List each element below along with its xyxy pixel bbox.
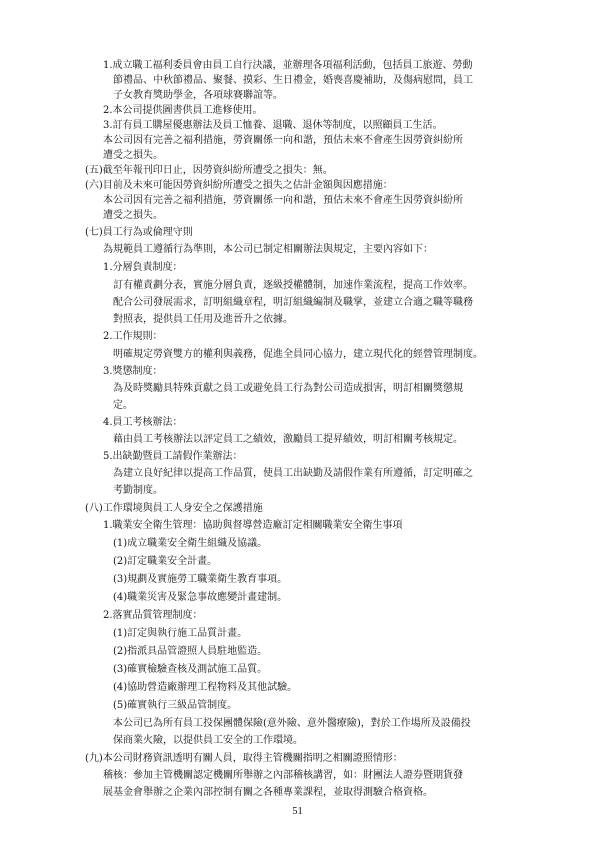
section-heading: (八)工作環境與員工人身安全之保護措施 (85, 503, 263, 514)
text-line: (2)指派具品管證照人員駐地監造。 (113, 646, 268, 657)
section-heading: (七)員工行為或倫理守則 (85, 227, 193, 238)
text-line: 5.出缺勤暨員工請假作業辦法： (103, 451, 243, 462)
section-heading: (五)截至年報刊印日止，因勞資糾紛所遭受之損失：無。 (85, 165, 333, 176)
text-line: 展基金會舉辦之企業內部控制有關之各種專業課程，並取得測驗合格資格。 (103, 787, 433, 798)
text-line: 考勤制度。 (113, 485, 163, 496)
text-line: 3.獎懲制度： (103, 366, 163, 377)
text-line: (4)協助營造廠辦理工程物料及其他試驗。 (113, 682, 298, 693)
text-line: 2.落實品質管理制度： (103, 610, 203, 621)
text-line: 本公司因有完善之福利措施，勞資關係一向和諧，預估未來不會產生因勞資糾紛所 (103, 195, 463, 206)
section-heading: (九)本公司財務資訊透明有關人員，取得主管機關指明之相關證照情形： (85, 753, 403, 764)
text-line: 1.成立職工福利委員會由員工自行決議，並辦理各項福利活動，包括員工旅遊、勞動 (103, 60, 473, 71)
text-line: (4)職業災害及緊急事故應變計畫建制。 (113, 592, 288, 603)
text-line: 配合公司發展需求，訂明組織章程，明訂組織編制及職掌，並建立合適之職等職務 (113, 297, 473, 308)
text-line: 本公司已為所有員工投保團體保險(意外險、意外醫療險)，對於工作場所及設備投 (113, 718, 471, 729)
text-line: 定。 (113, 400, 133, 411)
text-line: 節禮品、中秋節禮品、聚餐、摸彩、生日禮金，婚喪喜慶補助，及傷病慰問，員工 (113, 75, 473, 86)
text-line: (3)規劃及實施勞工職業衛生教育事項。 (113, 574, 288, 585)
text-line: 1.分層負責制度： (103, 262, 183, 273)
text-line: (5)確實執行三級品管制度。 (113, 700, 238, 711)
text-line: 4.員工考核辦法： (103, 417, 183, 428)
text-line: 藉由員工考核辦法以評定員工之績效，激勵員工提昇績效，明訂相關考核規定。 (113, 434, 463, 445)
text-line: 遭受之損失。 (103, 150, 163, 161)
text-line: 3.訂有員工購屋優惠辦法及員工恤養、退職、退休等制度，以照顧員工生活。 (103, 120, 443, 131)
text-line: 保商業火險，以提供員工安全的工作環境。 (113, 735, 303, 746)
text-line: 為建立良好紀律以提高工作品質，使員工出缺勤及請假作業有所遵循，訂定明確之 (113, 468, 473, 479)
text-line: 2.本公司提供圖書供員工進修使用。 (103, 105, 263, 116)
text-line: 1.職業安全衛生管理：協助與督導營造廠訂定相關職業安全衛生事項 (103, 520, 403, 531)
text-line: 稽核：參加主管機關認定機關所舉辦之內部稽核講習，如：財團法人證券暨期貨發 (103, 770, 463, 781)
text-line: 子女教育獎助學金，各項球賽聯誼等。 (113, 90, 283, 101)
text-line: 為規範員工遵循行為準則，本公司已制定相關辦法與規定，主要內容如下： (103, 244, 433, 255)
text-line: 遭受之損失。 (103, 210, 163, 221)
text-line: (1)成立職業安全衛生組織及協議。 (113, 538, 268, 549)
text-line: 2.工作規則： (103, 331, 163, 342)
text-line: (1)訂定與執行施工品質計畫。 (113, 628, 248, 639)
text-line: 訂有權責劃分表，實施分層負責，逐級授權體制，加速作業流程，提高工作效率。 (113, 280, 473, 291)
text-line: 為及時獎勵具特殊貢獻之員工或避免員工行為對公司造成損害，明訂相關獎懲規 (113, 383, 463, 394)
section-heading: (六)目前及未來可能因勞資糾紛所遭受之損失之估計金額與因應措施： (85, 180, 393, 191)
page-number: 51 (292, 806, 303, 817)
text-line: (2)訂定職業安全計畫。 (113, 556, 218, 567)
text-line: 對照表，提供員工任用及進晉升之依據。 (113, 314, 293, 325)
text-line: (3)確實檢驗查核及測試施工品質。 (113, 664, 268, 675)
text-line: 明確規定勞資雙方的權利與義務，促進全員同心協力，建立現代化的經營管理制度。 (113, 349, 483, 360)
text-line: 本公司因有完善之福利措施，勞資關係一向和諧，預估未來不會產生因勞資糾紛所 (103, 135, 463, 146)
